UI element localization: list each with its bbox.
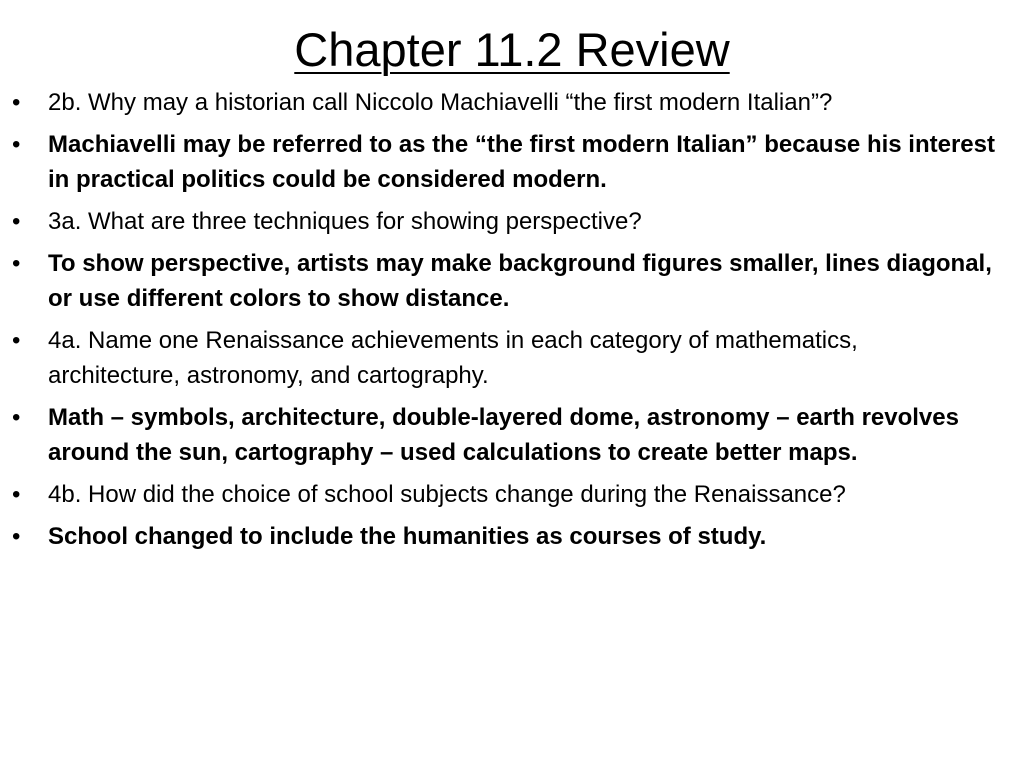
- bullet-dot-icon: •: [12, 89, 21, 116]
- bullet-dot-icon: •: [12, 131, 21, 158]
- slide-title-text: Chapter 11.2 Review: [294, 23, 730, 76]
- bullet-item: [12, 127, 996, 197]
- bullet-item: [12, 323, 996, 393]
- bullet-dot-icon: •: [12, 404, 21, 431]
- bullet-dot-icon: •: [12, 327, 21, 354]
- bullet-text: Math – symbols, architecture, double-layered dome, astronomy – earth revolves around the sun, cartography – used calculations to create better maps.: [48, 404, 959, 466]
- bullet-text: To show perspective, artists may make background figures smaller, lines diagonal, or use different colors to show distance.: [48, 250, 992, 312]
- bullet-dot-icon: •: [12, 481, 21, 508]
- bullet-dot-icon: •: [12, 523, 21, 550]
- bullet-text: School changed to include the humanities as courses of study.: [48, 523, 767, 550]
- bullet-item: [12, 400, 996, 470]
- bullet-item: [12, 204, 996, 239]
- slide-title: [0, 22, 1024, 78]
- bullet-list: [12, 85, 996, 561]
- bullet-text: Machiavelli may be referred to as the “the first modern Italian” because his interest in practical politics could be considered modern.: [48, 131, 995, 193]
- bullet-text: 4a. Name one Renaissance achievements in each category of mathematics, architecture, astronomy, and cartography.: [48, 327, 858, 389]
- bullet-item: [12, 246, 996, 316]
- bullet-item: [12, 85, 996, 120]
- bullet-dot-icon: •: [12, 250, 21, 277]
- bullet-item: [12, 477, 996, 512]
- bullet-item: [12, 519, 996, 554]
- bullet-dot-icon: •: [12, 208, 21, 235]
- bullet-text: 2b. Why may a historian call Niccolo Machiavelli “the first modern Italian”?: [48, 89, 833, 116]
- bullet-text: 3a. What are three techniques for showing perspective?: [48, 208, 642, 235]
- bullet-text: 4b. How did the choice of school subjects change during the Renaissance?: [48, 481, 846, 508]
